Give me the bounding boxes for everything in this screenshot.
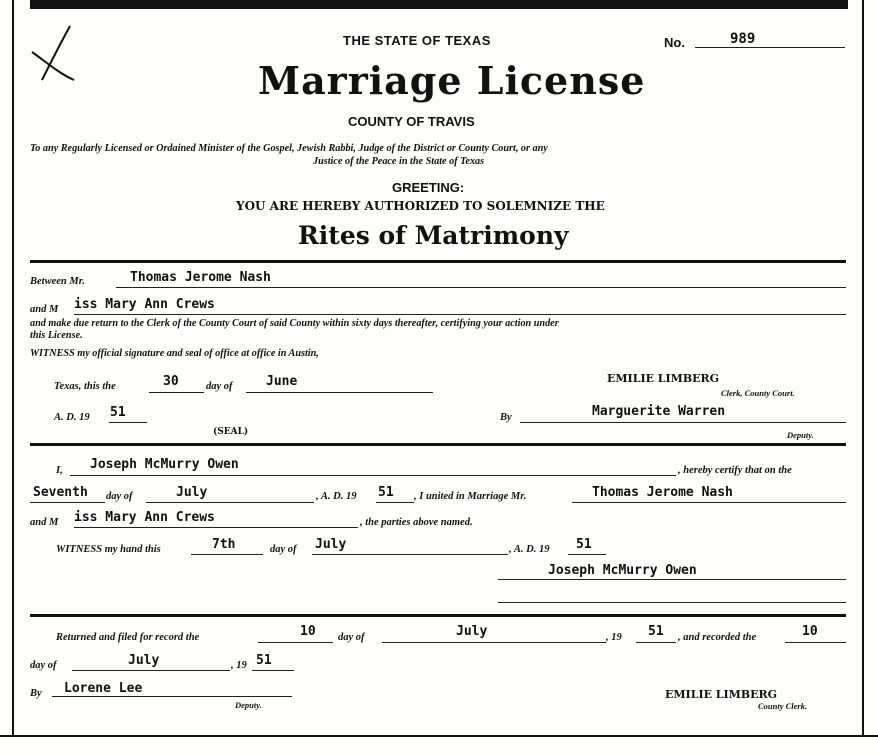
recorded-day: 10 (802, 624, 818, 639)
record-month-line (382, 642, 606, 643)
cert-groom: Thomas Jerome Nash (592, 485, 733, 500)
recorded-year: 51 (256, 653, 272, 668)
deputy-title: Deputy. (787, 430, 814, 440)
cert-bride: iss Mary Ann Crews (74, 510, 215, 525)
greeting: GREETING: (392, 180, 465, 195)
license-month-line (246, 392, 433, 393)
cert-bride-line (74, 527, 358, 528)
rites-heading: Rites of Matrimony (298, 221, 569, 250)
divider-1 (30, 260, 846, 263)
officiant-signature: Joseph McMurry Owen (548, 563, 697, 578)
license-number-label: No. (664, 35, 685, 50)
license-day-of-label: day of (206, 381, 233, 392)
witness-line: WITNESS my official signature and seal of office at office in Austin, (30, 348, 319, 359)
witness-day-of-label: day of (270, 544, 297, 555)
county-heading: COUNTY OF TRAVIS (348, 114, 475, 129)
witness-hand-label: WITNESS my hand this (56, 544, 161, 555)
state-heading: THE STATE OF TEXAS (343, 33, 491, 48)
address-line-2: Justice of the Peace in the State of Texas (313, 156, 485, 167)
bride-name: iss Mary Ann Crews (74, 297, 215, 312)
record-day-line (258, 642, 333, 643)
recorded-year-label: , 19 (231, 660, 247, 671)
license-day-line (149, 392, 204, 393)
cert-day-of-label: day of (106, 491, 133, 502)
cert-day: Seventh (33, 485, 88, 500)
record-year: 51 (648, 624, 664, 639)
cert-month-line (146, 502, 314, 503)
record-day-of2-label: day of (30, 660, 57, 671)
recorded-day-line (785, 642, 846, 643)
cert-year-label: , A. D. 19 (316, 491, 357, 502)
groom-name: Thomas Jerome Nash (130, 270, 271, 285)
cert-and-label: and M (30, 517, 59, 528)
witness-day-line (191, 554, 263, 555)
returned-label: Returned and filed for record the (56, 632, 200, 643)
record-year-label: , 19 (606, 632, 622, 643)
recorded-label: , and recorded the (678, 632, 757, 643)
cert-groom-line (572, 502, 846, 503)
divider-2 (30, 443, 846, 446)
license-number-value: 989 (730, 31, 756, 47)
witness-year-label: , A. D. 19 (509, 544, 550, 555)
witness-year-line (568, 554, 606, 555)
bride-line (74, 314, 846, 315)
divider-3 (30, 614, 846, 617)
right-border (862, 0, 864, 735)
cert-day-line (30, 502, 105, 503)
record-year-line (636, 642, 676, 643)
and-label: and M (30, 304, 59, 315)
left-border (12, 0, 14, 735)
witness-month: July (315, 537, 347, 552)
license-month: June (266, 374, 298, 389)
signature-line-2 (498, 602, 846, 603)
deputy-line (520, 422, 846, 423)
license-year: 51 (110, 405, 126, 420)
united-label: , I united in Marriage Mr. (414, 491, 527, 502)
by-label: By (500, 412, 512, 423)
signature-line (498, 579, 846, 580)
return-line-1: and make due return to the Clerk of the County Court of said County within sixty days thereafter, certifying your action under (30, 318, 559, 329)
record-month: July (456, 624, 488, 639)
record-deputy-name: Lorene Lee (64, 681, 143, 696)
clerk-title: Clerk, County Court. (721, 388, 795, 398)
witness-month-line (312, 554, 508, 555)
cert-year: 51 (378, 485, 394, 500)
cert-year-line (376, 502, 414, 503)
seal-label: (SEAL) (213, 427, 249, 437)
record-day: 10 (300, 624, 316, 639)
texas-label: Texas, this the (54, 381, 116, 392)
record-day-of-label: day of (338, 632, 365, 643)
i-label: I, (56, 465, 63, 476)
clerk-name: EMILIE LIMBERG (607, 372, 720, 385)
address-line-1: To any Regularly Licensed or Ordained Minister of the Gospel, Jewish Rabbi, Judge of the District or County Court, or any (30, 143, 548, 154)
license-year-line (109, 422, 147, 423)
groom-line (116, 287, 846, 288)
parties-label: , the parties above named. (360, 517, 473, 528)
return-line-2: this License. (30, 330, 83, 341)
bottom-border (0, 735, 878, 737)
record-by-label: By (30, 688, 42, 699)
witness-day: 7th (212, 537, 236, 552)
record-clerk-name: EMILIE LIMBERG (665, 688, 778, 701)
page-title: Marriage License (258, 58, 646, 103)
officiant-name: Joseph McMurry Owen (90, 457, 239, 472)
between-label: Between Mr. (30, 276, 85, 287)
license-number-line (695, 47, 845, 48)
recorded-month: July (128, 653, 160, 668)
deputy-name: Marguerite Warren (592, 404, 726, 419)
officiant-line (70, 475, 676, 476)
recorded-month-line (72, 670, 230, 671)
x-mark-icon (26, 22, 78, 84)
recorded-year-line (252, 670, 294, 671)
license-year-label: A. D. 19 (54, 412, 90, 423)
record-deputy-title: Deputy. (235, 700, 262, 710)
cert-month: July (176, 485, 208, 500)
record-deputy-line (52, 696, 292, 697)
record-clerk-title: County Clerk. (758, 701, 808, 711)
license-day: 30 (163, 374, 179, 389)
certify-label: , hereby certify that on the (678, 465, 792, 476)
witness-year: 51 (576, 537, 592, 552)
authorized-text: YOU ARE HEREBY AUTHORIZED TO SOLEMNIZE THE (236, 199, 605, 213)
top-border (30, 0, 848, 9)
